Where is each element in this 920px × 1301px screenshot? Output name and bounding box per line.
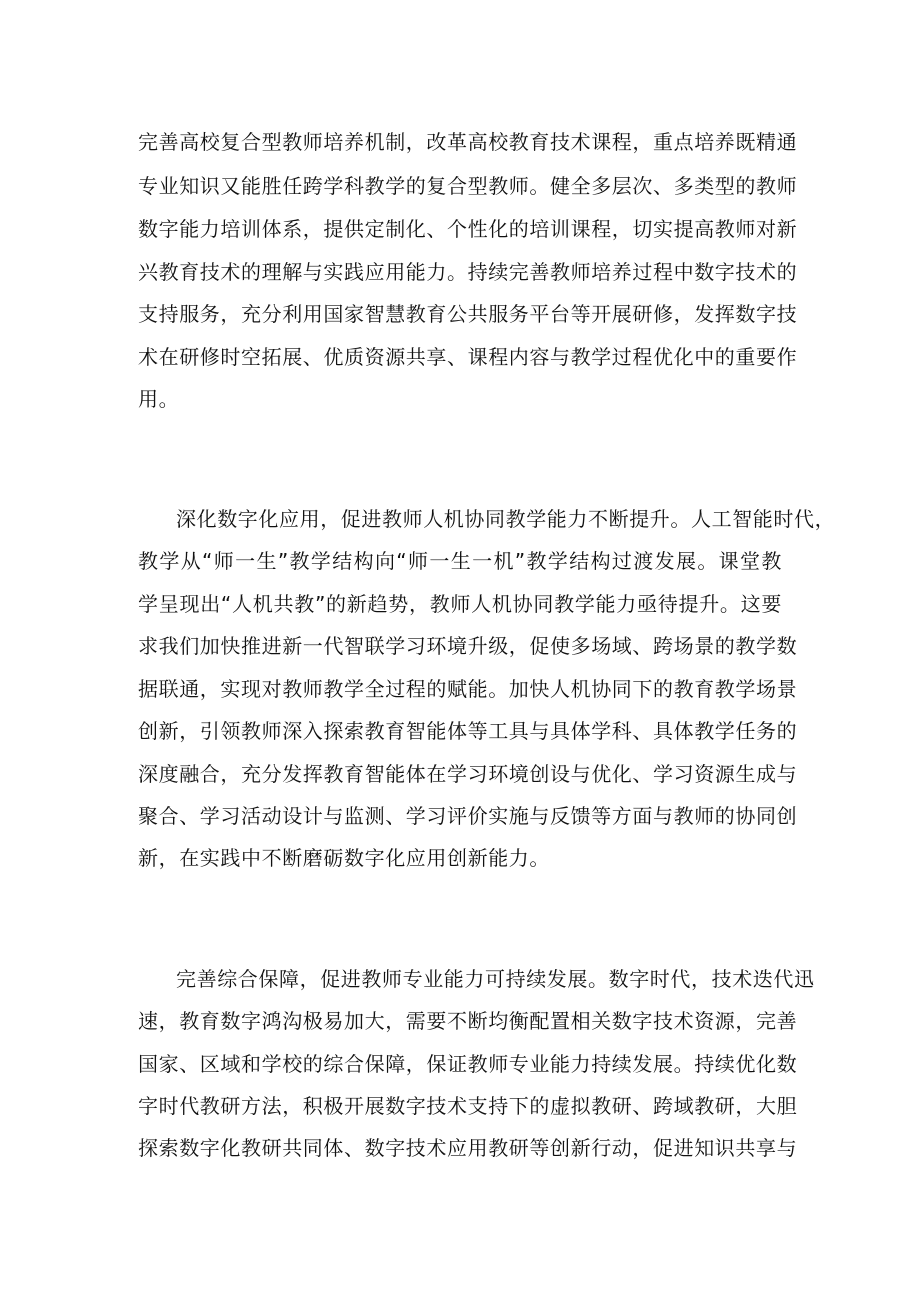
text-line: 创新，引领教师深入探索教育智能体等工具与具体学科、具体教学任务的 bbox=[138, 719, 798, 743]
text-line: 聚合、学习活动设计与监测、学习评价实施与反馈等方面与教师的协同创 bbox=[138, 804, 798, 828]
text-line: 兴教育技术的理解与实践应用能力。持续完善教师培养过程中数字技术的 bbox=[138, 260, 798, 284]
text-line: 学呈现出“人机共教”的新趋势，教师人机协同教学能力亟待提升。这要 bbox=[138, 592, 783, 616]
text-line: 术在研修时空拓展、优质资源共享、课程内容与教学过程优化中的重要作 bbox=[138, 345, 798, 369]
text-line: 国家、区域和学校的综合保障，保证教师专业能力持续发展。持续优化数 bbox=[138, 1052, 798, 1076]
text-line: 探索数字化教研共同体、数字技术应用教研等创新行动，促进知识共享与 bbox=[138, 1136, 798, 1160]
text-line: 速，教育数字鸿沟极易加大，需要不断均衡配置相关数字技术资源，完善 bbox=[138, 1009, 798, 1033]
text-line: 新，在实践中不断磨砺数字化应用创新能力。 bbox=[138, 846, 550, 870]
text-line: 深度融合，充分发挥教育智能体在学习环境创设与优化、学习资源生成与 bbox=[138, 762, 798, 786]
text-line: 完善综合保障，促进教师专业能力可持续发展。数字时代，技术迭代迅 bbox=[176, 967, 815, 991]
text-line: 深化数字化应用，促进教师人机协同教学能力不断提升。人工智能时代， bbox=[176, 507, 836, 531]
text-line: 用。 bbox=[138, 387, 180, 411]
text-line: 专业知识又能胜任跨学科教学的复合型教师。健全多层次、多类型的教师 bbox=[138, 174, 798, 198]
text-line: 据联通，实现对教师教学全过程的赋能。加快人机协同下的教育教学场景 bbox=[138, 677, 798, 701]
text-line: 完善高校复合型教师培养机制，改革高校教育技术课程，重点培养既精通 bbox=[138, 130, 798, 154]
text-line: 支持服务，充分利用国家智慧教育公共服务平台等开展研修，发挥数字技 bbox=[138, 302, 798, 326]
text-line: 数字能力培训体系，提供定制化、个性化的培训课程，切实提高教师对新 bbox=[138, 217, 798, 241]
text-line: 求我们加快推进新一代智联学习环境升级，促使多场域、跨场景的教学数 bbox=[138, 634, 798, 658]
text-line: 字时代教研方法，积极开展数字技术支持下的虚拟教研、跨域教研，大胆 bbox=[138, 1094, 798, 1118]
text-line: 教学从“师一生”教学结构向“师一生一机”教学结构过渡发展。课堂教 bbox=[138, 549, 782, 573]
